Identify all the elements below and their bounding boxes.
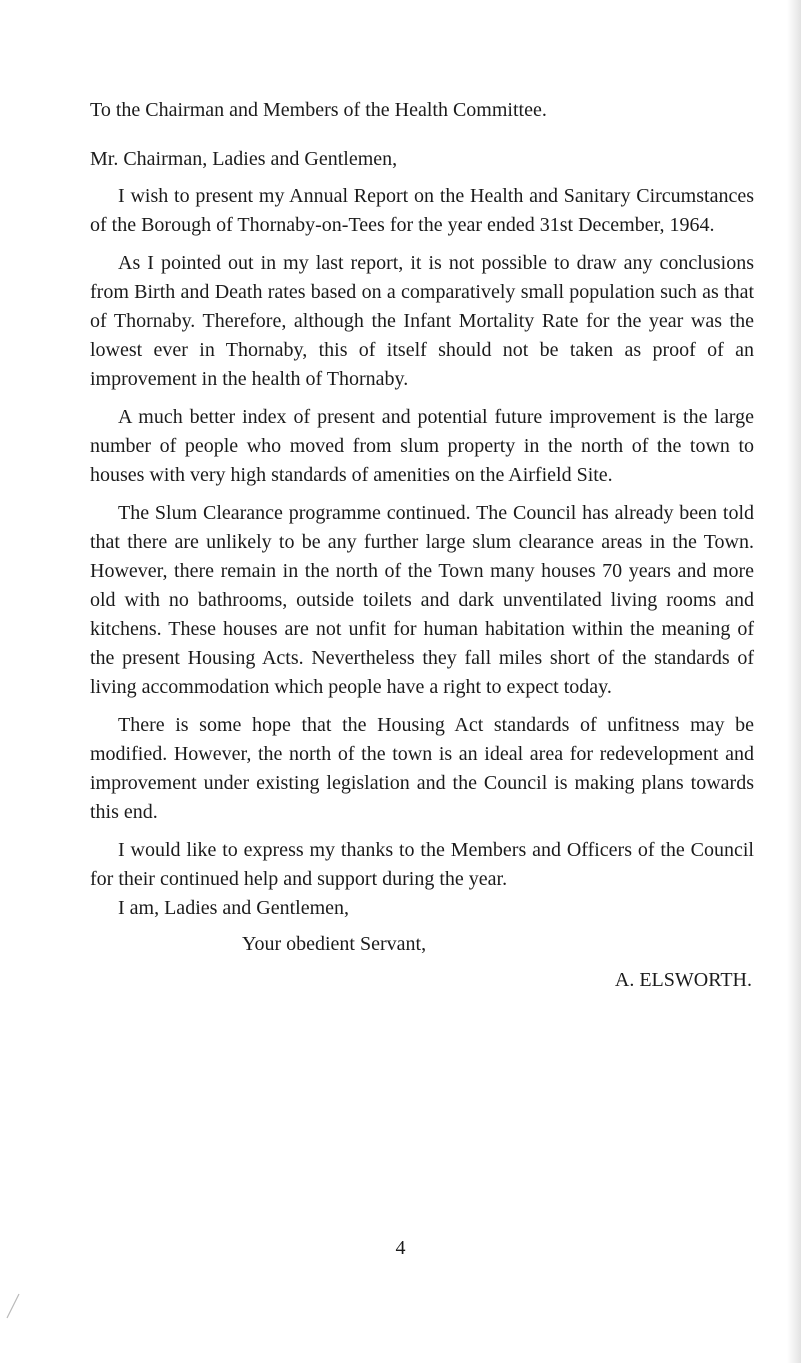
letter-body [90,96,754,995]
closing-line: I am, Ladies and Gentlemen, [118,897,350,919]
paragraph-report-intro: I wish to present my Annual Report on the Health and Sanitary Circumstances of the Borough of Thornaby-on-Tees for the year ended 31st December, 1964. [90,185,754,236]
valediction: Your obedient Servant, [242,933,427,955]
paragraph-slum-clearance: The Slum Clearance programme continued. The Council has already been told that there are unlikely to be any further large slum clearance areas in the Town. However, there remain in the north of the Town many houses 70 years and more old with no bathrooms, outside toilets and dark unventilated living rooms and kitchens. These houses are not unfit for human habitation within the meaning of the present Housing Acts. Nevertheless they fall miles short of the standards of living accommodation which people have a right to expect today. [90,502,754,698]
page-edge-shadow [787,0,801,1363]
page-number: 4 [395,1237,406,1259]
paragraph-thanks: I would like to express my thanks to the Members and Officers of the Council for their continued help and support during the year. [90,839,754,890]
paragraph-housing-standards: There is some hope that the Housing Act standards of unfitness may be modified. However, the north of the town is an ideal area for redevelopment and improvement under existing legislation and the Council is making plans towards this end. [90,714,754,823]
addressee-line: To the Chairman and Members of the Health Committee. [90,99,547,121]
signature: A. ELSWORTH. [614,969,752,991]
pencil-mark-icon [4,1292,22,1320]
paragraph-birth-death-rates: As I pointed out in my last report, it is not possible to draw any conclusions from Birth and Death rates based on a comparatively small population such as that of Thornaby. Therefore, although the Infant Mortality Rate for the year was the lowest ever in Thornaby, this of itself should not be taken as proof of an improvement in the health of Thornaby. [90,252,754,390]
paragraph-improvement-index: A much better index of present and potential future improvement is the large number of people who moved from slum property in the north of the town to houses with very high standards of amenities on the Airfield Site. [90,406,754,486]
salutation: Mr. Chairman, Ladies and Gentlemen, [90,148,398,170]
